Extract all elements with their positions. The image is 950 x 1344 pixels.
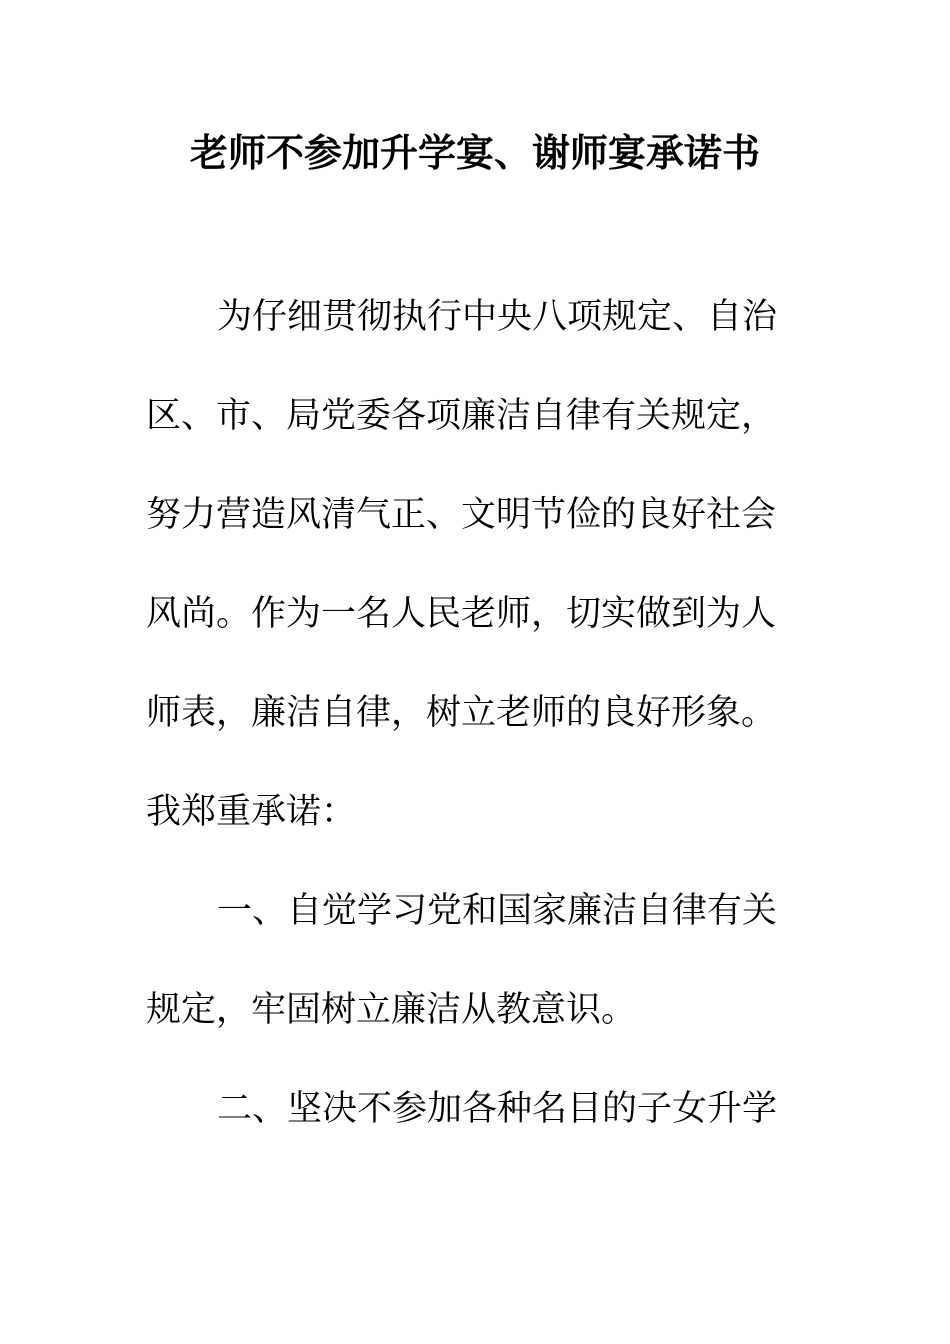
paragraph-line: 我郑重承诺： xyxy=(146,792,357,832)
paragraph-line: 努力营造风清气正、文明节俭的良好社会 xyxy=(146,495,777,535)
paragraph-line: 为仔细贯彻执行中央八项规定、自治 xyxy=(217,297,778,337)
document-title: 老师不参加升学宴、谢师宴承诺书 xyxy=(189,130,760,175)
paragraph-line: 风尚。作为一名人民老师，切实做到为人 xyxy=(146,594,777,634)
paragraph-line: 规定，牢固树立廉洁从教意识。 xyxy=(146,990,637,1030)
paragraph-line: 师表，廉洁自律，树立老师的良好形象。 xyxy=(146,693,777,733)
paragraph-line: 二、坚决不参加各种名目的子女升学 xyxy=(217,1089,778,1129)
paragraph-line: 区、市、局党委各项廉洁自律有关规定， xyxy=(146,396,777,436)
document-body xyxy=(146,297,806,1191)
paragraph-line: 一、自觉学习党和国家廉洁自律有关 xyxy=(217,891,778,931)
